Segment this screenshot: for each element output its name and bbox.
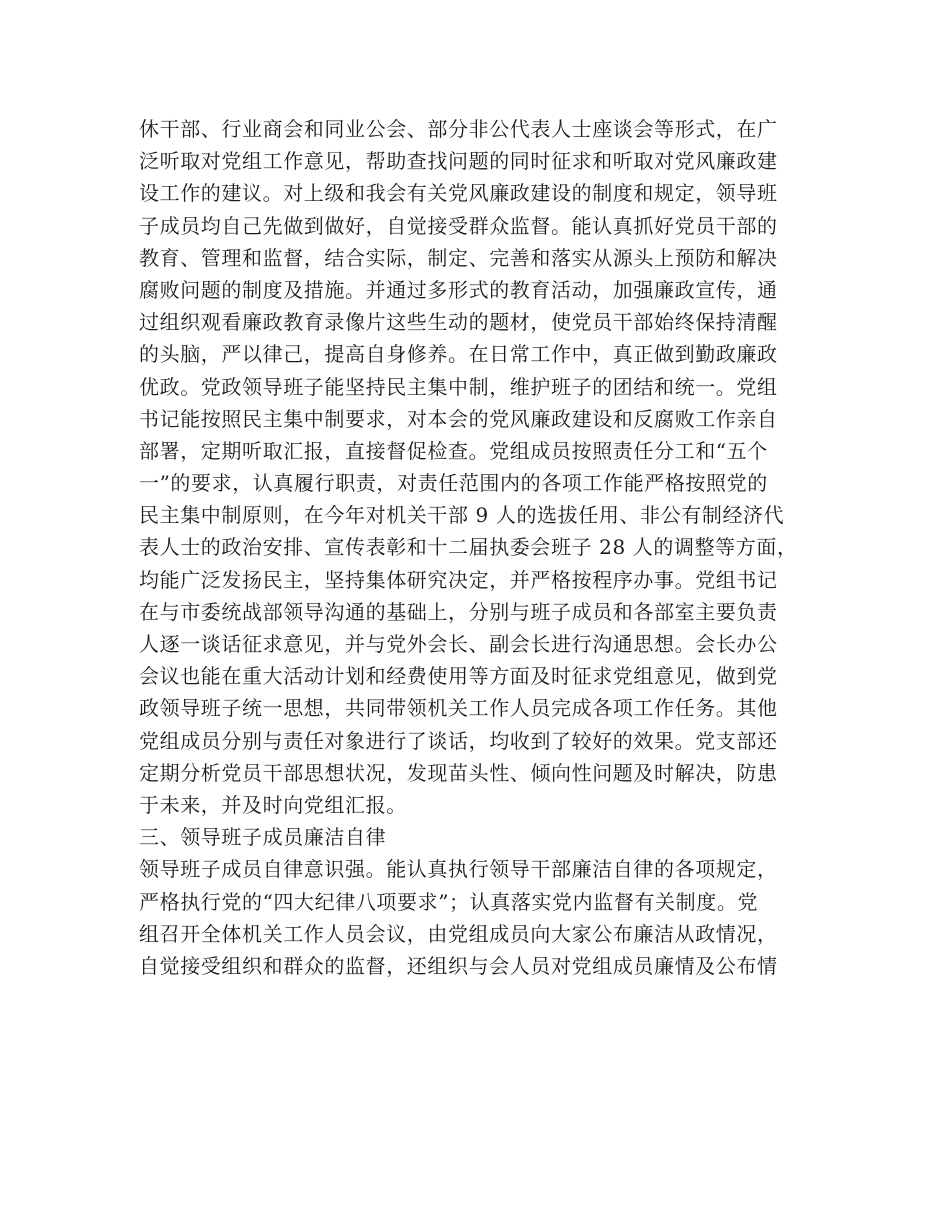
text-line: 一”的要求，认真履行职责，对责任范围内的各项工作能严格按照党的: [139, 471, 768, 496]
text-line: 于未来，并及时向党组汇报。: [139, 792, 407, 817]
text-line: 表人士的政治安排、宣传表彰和十二届执委会班子 28 人的调整等方面，: [139, 535, 798, 560]
text-line: 会议也能在重大活动计划和经费使用等方面及时征求党组意见，做到党: [139, 664, 778, 689]
text-line: 过组织观看廉政教育录像片这些生动的题材，使党员干部始终保持清醒: [139, 310, 778, 335]
text-line: 在与市委统战部领导沟通的基础上，分别与班子成员和各部室主要负责: [139, 599, 778, 624]
text-line: 部署，定期听取汇报，直接督促检查。党组成员按照责任分工和“五个: [139, 438, 768, 463]
text-line: 人逐一谈话征求意见，并与党外会长、副会长进行沟通思想。会长办公: [139, 632, 778, 656]
text-line: 民主集中制原则，在今年对机关干部 9 人的选拔任用、非公有制经济代: [139, 503, 785, 528]
section-heading: 三、领导班子成员廉洁自律: [139, 825, 387, 850]
text-line: 优政。党政领导班子能坚持民主集中制，维护班子的团结和统一。党组: [139, 374, 778, 399]
text-line: 领导班子成员自律意识强。能认真执行领导干部廉洁自律的各项规定，: [139, 857, 778, 882]
text-line: 腐败问题的制度及措施。并通过多形式的教育活动，加强廉政宣传，通: [139, 277, 778, 302]
document-body: [139, 113, 829, 982]
text-line: 的头脑，严以律己，提高自身修养。在日常工作中，真正做到勤政廉政: [139, 342, 778, 367]
text-line: 均能广泛发扬民主，坚持集体研究决定，并严格按程序办事。党组书记: [139, 567, 778, 592]
text-line: 书记能按照民主集中制要求，对本会的党风廉政建设和反腐败工作亲自: [139, 406, 778, 431]
text-line: 泛听取对党组工作意见，帮助查找问题的同时征求和听取对党风廉政建: [139, 149, 778, 174]
text-line: 严格执行党的“四大纪律八项要求”；认真落实党内监督有关制度。党: [139, 889, 759, 914]
text-line: 休干部、行业商会和同业公会、部分非公代表人士座谈会等形式，在广: [139, 117, 778, 141]
text-line: 自觉接受组织和群众的监督，还组织与会人员对党组成员廉情及公布情: [139, 953, 778, 978]
text-line: 组召开全体机关工作人员会议，由党组成员向大家公布廉洁从政情况，: [139, 921, 778, 946]
text-line: 教育、管理和监督，结合实际，制定、完善和落实从源头上预防和解决: [139, 245, 778, 270]
text-line: 子成员均自己先做到做好，自觉接受群众监督。能认真抓好党员干部的: [139, 213, 778, 238]
text-line: 定期分析党员干部思想状况，发现苗头性、倾向性问题及时解决，防患: [139, 760, 778, 785]
text-line: 设工作的建议。对上级和我会有关党风廉政建设的制度和规定，领导班: [139, 181, 778, 206]
text-line: 党组成员分别与责任对象进行了谈话，均收到了较好的效果。党支部还: [139, 728, 778, 753]
text-line: 政领导班子统一思想，共同带领机关工作人员完成各项工作任务。其他: [139, 696, 778, 721]
